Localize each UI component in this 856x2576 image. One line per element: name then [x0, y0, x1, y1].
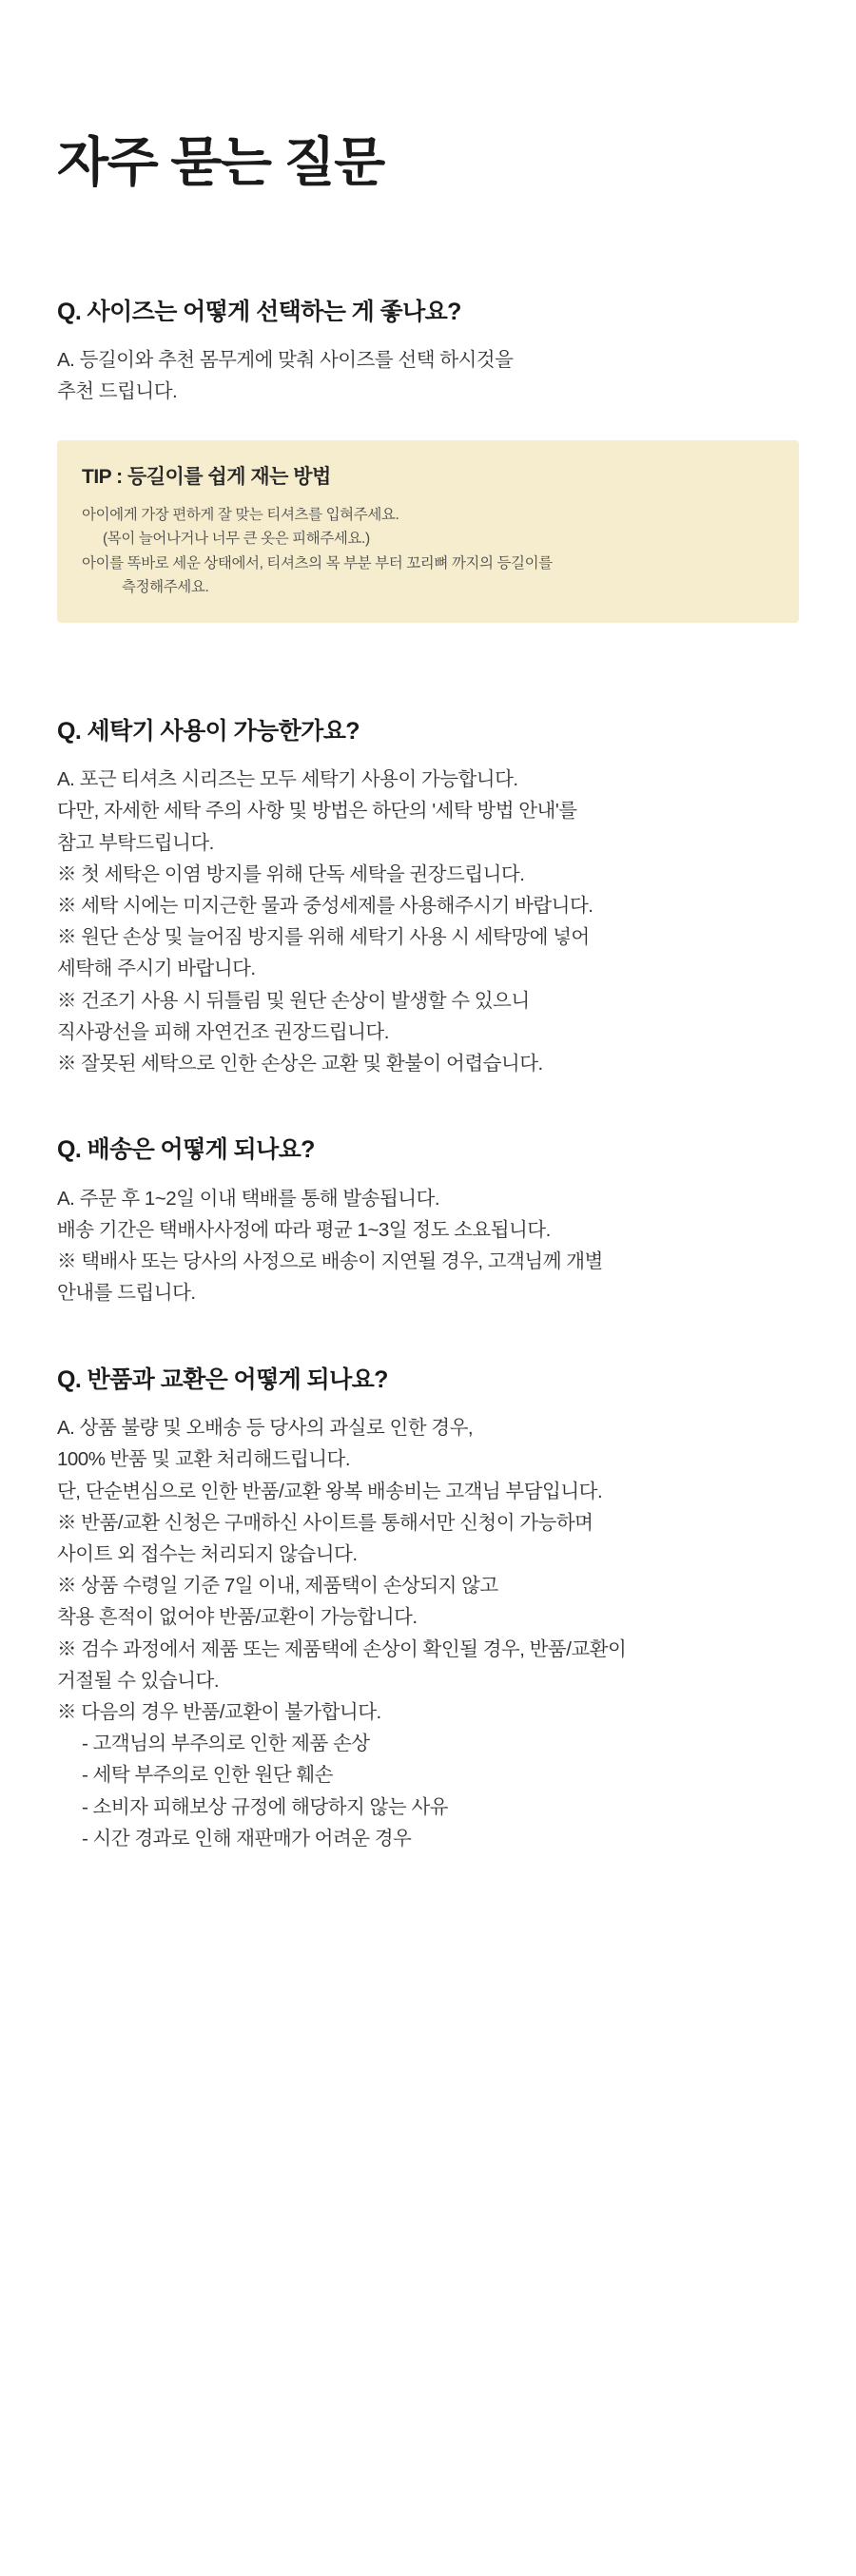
faq-answer-line: 착용 흔적이 없어야 반품/교환이 가능합니다.: [57, 1606, 418, 1629]
faq-item-returns: [57, 1365, 799, 1854]
faq-item-washing: [57, 716, 799, 1080]
faq-question: Q. 세탁기 사용이 가능한가요?: [57, 717, 360, 745]
faq-answer-line: 안내를 드립니다.: [57, 1282, 196, 1305]
faq-answer-line: ※ 검수 과정에서 제품 또는 제품택에 손상이 확인될 경우, 반품/교환이: [57, 1637, 627, 1660]
faq-answer-line: 직사광선을 피해 자연건조 권장드립니다.: [57, 1020, 389, 1043]
faq-question: Q. 반품과 교환은 어떻게 되나요?: [57, 1365, 388, 1393]
tip-box: [57, 440, 799, 623]
faq-question: Q. 사이즈는 어떻게 선택하는 게 좋나요?: [57, 298, 461, 325]
tip-title: TIP : 등길이를 쉽게 재는 방법: [82, 465, 331, 488]
faq-answer-line: ※ 잘못된 세탁으로 인한 손상은 교환 및 환불이 어렵습니다.: [57, 1053, 543, 1075]
section-spacer: [57, 678, 799, 716]
faq-item-size: [57, 297, 799, 623]
faq-answer-line: 100% 반품 및 교환 처리해드립니다.: [57, 1448, 351, 1471]
faq-answer-line: ※ 건조기 사용 시 뒤틀림 및 원단 손상이 발생할 수 있으니: [57, 989, 530, 1012]
faq-answer-line: ※ 첫 세탁은 이염 방지를 위해 단독 세탁을 권장드립니다.: [57, 862, 525, 885]
faq-item-shipping: [57, 1134, 799, 1308]
faq-answer-line: ※ 원단 손상 및 늘어짐 방지를 위해 세탁기 사용 시 세탁망에 넣어: [57, 926, 590, 949]
faq-question: Q. 배송은 어떻게 되나요?: [57, 1136, 315, 1164]
faq-answer-line: A. 포근 티셔츠 시리즈는 모두 세탁기 사용이 가능합니다.: [57, 768, 518, 791]
faq-answer-line: ※ 세탁 시에는 미지근한 물과 중성세제를 사용해주시기 바랍니다.: [57, 895, 593, 918]
faq-answer-line: ※ 상품 수령일 기준 7일 이내, 제품택이 손상되지 않고: [57, 1575, 498, 1598]
faq-sub-line: - 세탁 부주의로 인한 원단 훼손: [82, 1764, 333, 1787]
faq-answer-line: A. 주문 후 1~2일 이내 택배를 통해 발송됩니다.: [57, 1187, 440, 1210]
faq-answer-line: 사이트 외 접수는 처리되지 않습니다.: [57, 1542, 358, 1565]
tip-line: 측정해주세요.: [122, 579, 209, 596]
faq-answer-line: 배송 기간은 택배사사정에 따라 평균 1~3일 정도 소요됩니다.: [57, 1218, 551, 1241]
tip-line: 아이를 똑바로 세운 상태에서, 티셔츠의 목 부분 부터 꼬리뼈 까지의 등길이를: [82, 554, 553, 571]
tip-line: 아이에게 가장 편하게 잘 맞는 티셔츠를 입혀주세요.: [82, 506, 399, 523]
faq-answer-line: ※ 택배사 또는 당사의 사정으로 배송이 지연될 경우, 고객님께 개별: [57, 1250, 603, 1273]
faq-answer-line: 세탁해 주시기 바랍니다.: [57, 958, 256, 980]
faq-answer-line: 추천 드립니다.: [57, 380, 178, 403]
faq-answer-line: ※ 반품/교환 신청은 구매하신 사이트를 통해서만 신청이 가능하며: [57, 1511, 593, 1534]
faq-answer-line: 참고 부탁드립니다.: [57, 831, 214, 854]
page-title: 자주 묻는 질문: [57, 132, 384, 192]
faq-sub-line: - 고객님의 부주의로 인한 제품 손상: [82, 1733, 370, 1755]
tip-line: (목이 늘어나거나 너무 큰 옷은 피해주세요.): [103, 531, 370, 548]
faq-answer-line: 거절될 수 있습니다.: [57, 1669, 220, 1692]
faq-sub-line: - 소비자 피해보상 규정에 해당하지 않는 사유: [82, 1795, 448, 1818]
faq-answer-line: 단, 단순변심으로 인한 반품/교환 왕복 배송비는 고객님 부담입니다.: [57, 1480, 603, 1502]
faq-answer-line: 다만, 자세한 세탁 주의 사항 및 방법은 하단의 '세탁 방법 안내'를: [57, 800, 577, 823]
faq-answer-line: A. 상품 불량 및 오배송 등 당사의 과실로 인한 경우,: [57, 1417, 474, 1440]
faq-answer-line: A. 등길이와 추천 몸무게에 맞춰 사이즈를 선택 하시것을: [57, 349, 514, 372]
faq-sub-line: - 시간 경과로 인해 재판매가 어려운 경우: [82, 1827, 412, 1850]
faq-answer-line: ※ 다음의 경우 반품/교환이 불가합니다.: [57, 1700, 381, 1723]
